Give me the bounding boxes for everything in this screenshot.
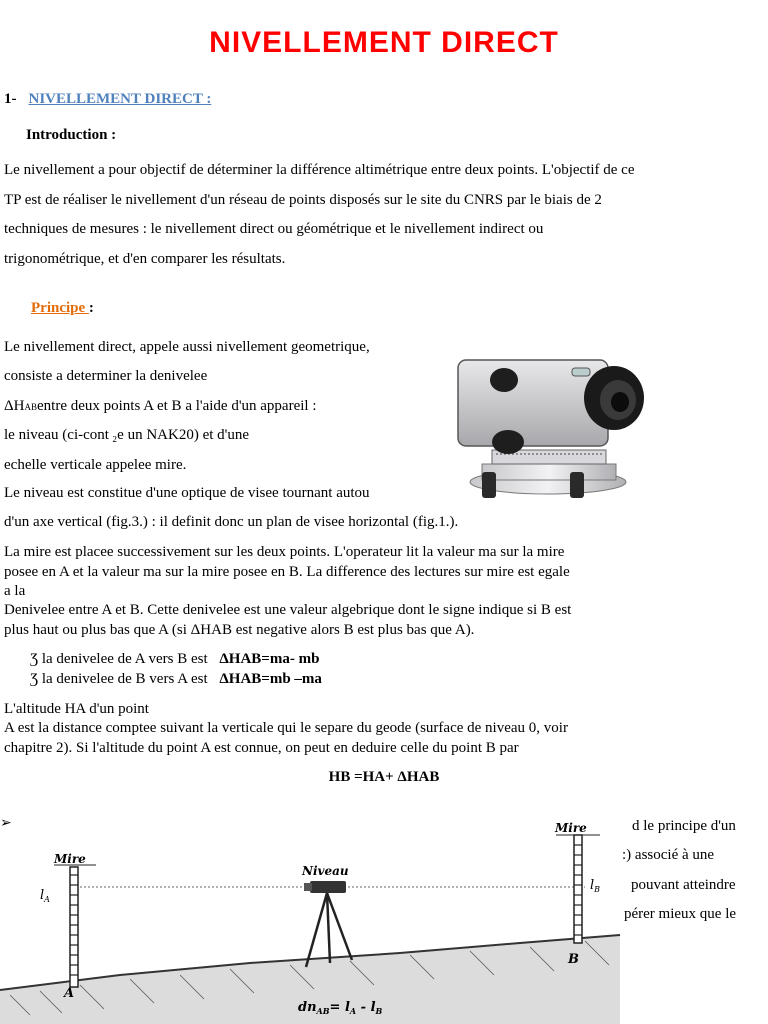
bullet-item: Ʒ la denivelee de A vers B est ΔHAB=ma- mb — [30, 651, 320, 667]
leveling-diagram — [0, 815, 625, 1024]
principe-line-2: consiste a determiner la denivelee — [4, 368, 208, 384]
altitude-line-2: chapitre 2). Si l'altitude du point A est connue, on peut en deduire celle du point B par — [4, 740, 519, 756]
niveau-label: Niveau — [302, 864, 349, 878]
mire-line-2: posee en A et la valeur ma sur la mire posee en B. La difference des lectures sur mire est egale — [4, 564, 570, 580]
right-fragment-4: pérer mieux que le — [624, 906, 737, 922]
intro-line-3: techniques de mesures : le nivellement direct ou géométrique et le nivellement indirect ou — [4, 221, 544, 237]
section-heading — [4, 91, 211, 108]
formula-hb: HB =HA+ ΔHAB — [328, 769, 440, 785]
mire-right-label: Mire — [555, 821, 587, 835]
principe-line-6: Le niveau est constitue d'une optique de visee tournant autou — [4, 485, 370, 501]
principe-line-1: Le nivellement direct, appele aussi nivellement geometrique, — [4, 339, 370, 355]
principe-line-3: ΔHABentre deux points A et B a l'aide d'un appareil : — [4, 398, 317, 414]
principe-heading: Principe : — [31, 300, 94, 316]
mire-left-label: Mire — [54, 852, 86, 866]
mire-line-5: plus haut ou plus bas que A (si ΔHAB est negative alors B est plus bas que A). — [4, 622, 475, 638]
intro-line-1: Le nivellement a pour objectif de déterminer la différence altimétrique entre deux points. L'objectif de ce — [4, 162, 635, 178]
altitude-line-1: A est la distance comptee suivant la verticale qui le separe du geode (surface de niveau 0, voir — [4, 720, 568, 736]
right-fragment-3: pouvant atteindre — [631, 877, 736, 893]
mire-line-4: Denivelee entre A et B. Cette denivelee est une valeur algebrique dont le signe indique si B est — [4, 602, 572, 618]
arrow-bullet-icon: ➢ — [0, 816, 12, 831]
intro-line-4: trigonométrique, et d'en comparer les résultats. — [4, 251, 286, 267]
altitude-heading: L'altitude HA d'un point — [4, 701, 149, 717]
page-title: NIVELLEMENT DIRECT — [209, 26, 559, 59]
right-fragment-2: :) associé à une — [622, 847, 715, 863]
point-a-label: A — [64, 986, 75, 1001]
figure-formula: $dn_{AB}= l_A - l_B$ — [298, 1000, 383, 1016]
reading-a-label: $l_A$ — [40, 888, 50, 904]
section-number: 1- — [4, 91, 17, 107]
reading-b-label: $l_B$ — [590, 878, 601, 894]
mire-line-1: La mire est placee successivement sur les deux points. L'operateur lit la valeur ma sur la mire — [4, 544, 565, 560]
intro-heading: Introduction : — [26, 127, 117, 143]
mire-line-3: a la — [4, 583, 26, 599]
right-fragment-1: d le principe d'un — [632, 818, 736, 834]
principe-line-5: echelle verticale appelee mire. — [4, 457, 187, 473]
section-link[interactable]: NIVELLEMENT DIRECT : — [28, 91, 212, 107]
level-instrument-image — [452, 346, 652, 506]
point-b-label: B — [568, 952, 579, 967]
principe-line-4: le niveau (ci-cont ₂e un NAK20) et d'une — [4, 427, 250, 443]
principe-line-7: d'un axe vertical (fig.3.) : il definit donc un plan de visee horizontal (fig.1.). — [4, 514, 459, 530]
intro-line-2: TP est de réaliser le nivellement d'un réseau de points disposés sur le site du CNRS par le biais de 2 — [4, 192, 602, 208]
bullet-item: Ʒ la denivelee de B vers A est ΔHAB=mb –ma — [30, 671, 322, 687]
